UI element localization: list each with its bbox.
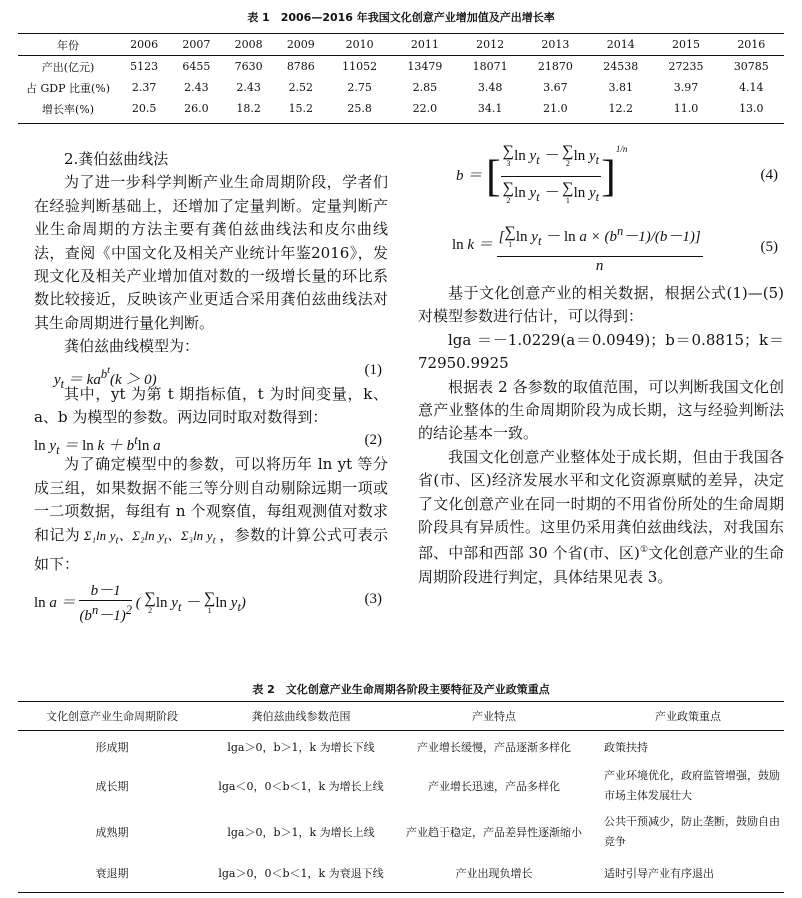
table1-header-cell: 2013	[541, 38, 570, 51]
paragraph: 龚伯兹曲线模型为：	[64, 337, 200, 356]
table2-cell: 适时引导产业有序退出	[604, 867, 714, 880]
table1-cell: 13479	[407, 60, 443, 73]
equation-number: (2)	[364, 432, 382, 449]
table2-header-cell: 龚伯兹曲线参数范围	[251, 709, 351, 723]
table2-cell: 产业趋于稳定，产品差异性逐渐缩小	[406, 826, 582, 839]
table1-cell: 2.75	[347, 81, 372, 94]
equation-number: (1)	[364, 361, 382, 378]
table2-header-row	[18, 702, 784, 730]
table1-cell: 占 GDP 比重(%)	[25, 81, 111, 95]
table1-cell: 11.0	[673, 102, 699, 115]
table1-bottom-rule	[18, 123, 784, 124]
table1-cell: 18071	[472, 60, 508, 73]
table1-cell: 7630	[234, 60, 263, 73]
table1-cell: 8786	[286, 60, 315, 73]
table2-cell: 产业增长迅速，产品多样化	[428, 780, 560, 793]
equation-number: (5)	[760, 239, 778, 255]
fraction: ∑ 3 $\ln y_t$ － ∑ 2 $\ln y_t$ ∑ 2 $\ln y_t$ － ∑ 1 $\ln y_t$	[501, 140, 601, 213]
table1-cell: 2.85	[412, 81, 438, 94]
table1-cell: 产出(亿元)	[41, 60, 95, 74]
footnote-mark: ①	[639, 545, 649, 556]
table2-row	[18, 764, 784, 808]
table2-row	[18, 730, 784, 764]
table2-header-cell: 产业特点	[472, 709, 516, 723]
table2-cell: 成熟期	[95, 826, 129, 839]
table2-cell: 公共干预减少，防止垄断，鼓励自由竞争	[604, 815, 780, 848]
table1-cell: 24538	[603, 60, 639, 73]
table1-header-cell: 2016	[737, 38, 766, 51]
fraction: $\frac{b-1}{(b^n-1)^2}$	[79, 583, 132, 625]
table2-row	[18, 808, 784, 856]
table1-cell: 2.43	[236, 81, 261, 94]
table1-cell: 4.14	[739, 81, 764, 94]
equation-4: b ＝ [ ∑ 3 $\ln y_t$ － ∑ 2 $\ln y_t$ ∑ 2 $\ln y_t$ － ∑ 1 $\ln y_t$ ]$^{1/n}$ (4)	[418, 138, 784, 212]
table2-caption: 表 2 文化创意产业生命周期各阶段主要特征及产业政策重点	[252, 683, 550, 696]
paragraph: 其中，yt 为第 t 期指标值，t 为时间变量，k、a、b 为模型的参数。两边同时取对数得到：	[34, 384, 388, 427]
table1-cell: 增长率(%)	[41, 102, 95, 116]
table1-cell: 30785	[733, 60, 769, 73]
table1-row	[18, 98, 784, 119]
parameter-estimates: lga ＝－1.0229(a＝0.0949)；b＝0.8815；k＝72950.9925	[418, 330, 784, 373]
table1-cell: 34.1	[477, 102, 503, 115]
table1-row	[18, 56, 784, 78]
table2	[18, 702, 784, 890]
table2-cell: 成长期	[95, 780, 129, 793]
table1-header-cell: 2009	[286, 38, 315, 51]
table1-cell: 22.0	[412, 102, 438, 115]
equation-2: $\ln y_t = \ln k + b^t\ln$ a (2)	[34, 429, 388, 453]
equation-3: ln a ＝ $\frac{b-1}{(b^n-1)^2}$ ( ∑ 2 $\ln y_t$ － ∑ 1 $\ln y_t$) (3)	[34, 583, 382, 625]
table1-row	[18, 77, 784, 98]
paragraph: 根据表 2 各参数的取值范围，可以判断我国文化创意产业整体的生命周期阶段为成长期，这与经验判断法的结论基本一致。	[418, 377, 784, 443]
paragraph	[418, 446, 784, 589]
table1-header-cell: 2010	[345, 38, 374, 51]
paragraph	[34, 453, 388, 576]
section-heading: 2.龚伯兹曲线法	[64, 150, 169, 168]
table1-cell: 21.0	[543, 102, 568, 115]
table1-cell: 15.2	[288, 102, 314, 115]
table1-cell: 3.48	[477, 81, 503, 94]
table1-cell: 27235	[668, 60, 704, 73]
table1-header-cell: 2011	[410, 38, 439, 51]
table1-header-row	[18, 34, 784, 56]
table1-cell: 13.0	[739, 102, 764, 115]
table2-bottom-rule	[18, 892, 784, 893]
table1-header-cell: 2014	[606, 38, 635, 51]
table1-cell: 18.2	[236, 102, 261, 115]
table1-header-cell: 2008	[234, 38, 263, 51]
table1-header-cell: 2012	[476, 38, 505, 51]
table1-cell: 11052	[342, 60, 378, 73]
equation-number: (3)	[364, 591, 382, 608]
table2-cell: lga＞0，b＞1，k 为增长下线	[227, 741, 375, 755]
table1-cell: 25.8	[347, 102, 372, 115]
table1-cell: 5123	[130, 60, 159, 73]
table1-cell: 2.37	[131, 81, 157, 94]
table1-cell: 12.2	[608, 102, 633, 115]
paragraph-text: 为了确定模型中的参数，可以将历年 ln yt 等分成三组，如果数据不能三等分则自动剔除远期一项或一二项数据，每组有 n 个观察值，每组观测值对数求和记为	[34, 455, 388, 544]
table1	[18, 34, 784, 119]
fraction: [ ∑ 1 $\ln y_t - \ln a \times (b^n-1)/(b-1)$] n	[497, 216, 703, 275]
equation-1: $y_t = ka^{b^t}(k > 0)$ (1)	[34, 359, 388, 383]
table2-cell: 产业环境优化，政府监管增强，鼓励市场主体发展壮大	[604, 769, 780, 802]
table1-header-cell: 2006	[130, 38, 159, 51]
table2-header-cell: 文化创意产业生命周期阶段	[46, 709, 178, 723]
table1-header-cell: 2007	[182, 38, 211, 51]
paragraph: 为了进一步科学判断产业生命周期阶段，学者们在经验判断基础上，还增加了定量判断。定量判断产业生命周期的方法主要有龚伯兹曲线法和皮尔曲线法，查阅《中国文化及相关产业统计年鉴2016》，发现文化及相关产业增加值对数的一级增长量的环比系数比较接近，反映该产业更适合采用龚伯兹曲线法对其生命周期进行量化判断。	[34, 173, 388, 332]
table2-cell: 形成期	[95, 741, 129, 755]
table1-cell: 2.43	[184, 81, 209, 94]
table1-header-cell: 2015	[671, 38, 700, 51]
table2-row	[18, 856, 784, 890]
table2-cell: 产业增长缓慢，产品逐渐多样化	[417, 741, 571, 755]
table1-cell: 21870	[537, 60, 573, 73]
equation-number: (4)	[760, 167, 778, 183]
left-column	[34, 148, 388, 628]
table1-cell: 3.81	[608, 81, 633, 94]
table1-cell: 3.97	[673, 81, 699, 94]
table2-cell: 政策扶持	[604, 741, 648, 755]
paragraph-text: 我国文化创意产业整体处于成长期，但由于我国各省(市、区)经济发展水平和文化资源禀赋的差异，决定了文化创意产业在同一时期的不用省份所处的生命周期阶段具有异质性。这里仍采用龚伯兹曲线法，对我国东部、中部和西部 30 个省(市、区)	[418, 447, 784, 563]
right-column	[418, 138, 784, 589]
table1-cell: 26.0	[184, 102, 209, 115]
paragraph: 基于文化创意产业的相关数据，根据公式(1)—(5)对模型参数进行估计，可以得到：	[418, 284, 784, 326]
table2-cell: lga＞0，b＞1，k 为增长上线	[227, 826, 375, 839]
paragraph-text: 文化创意产业的生命周期阶段进行判定，具体结果见表 3。	[418, 544, 784, 586]
table2-cell: 衰退期	[95, 867, 129, 880]
table1-cell: 20.5	[131, 102, 157, 115]
table1-cell: 3.67	[543, 81, 568, 94]
paragraph-text: ，参数的计算公式可表示如下：	[34, 525, 388, 573]
table2-header-cell: 产业政策重点	[655, 709, 721, 723]
table2-cell: lga＞0，0＜b＜1，k 为衰退下线	[218, 867, 384, 880]
table1-caption: 表 1 2006—2016 年我国文化创意产业增加值及产出增长率	[247, 11, 555, 24]
table1-cell: 6455	[182, 60, 211, 73]
table1-cell: 2.52	[288, 81, 314, 94]
table1-header-cell: 年份	[57, 38, 79, 52]
sum-notation: Σ₁ln $y_t$、Σ₂ln $y_t$、Σ₃ln $y_t$	[80, 527, 216, 547]
table2-cell: 产业出现负增长	[455, 867, 533, 880]
equation-5: ln k ＝ [ ∑ 1 $\ln y_t - \ln a \times (b^n-1)/(b-1)$] n (5)	[418, 216, 784, 282]
table2-cell: lga＜0，0＜b＜1，k 为增长上线	[218, 780, 384, 793]
